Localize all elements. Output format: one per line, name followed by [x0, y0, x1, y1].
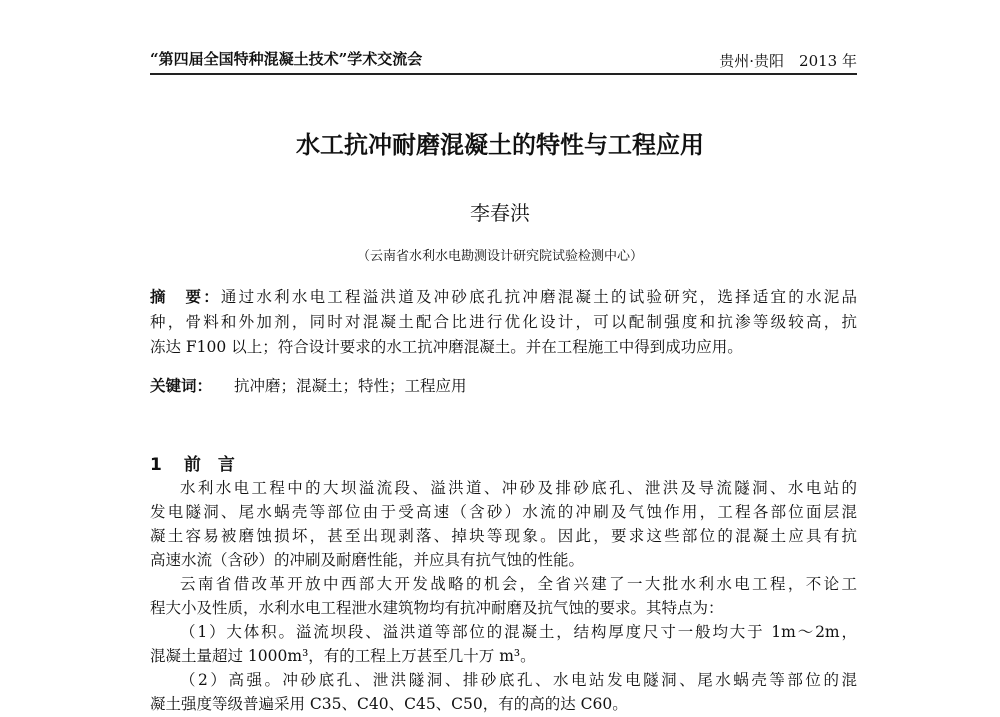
header-divider — [150, 73, 857, 75]
body-line: 水利水电工程中的大坝溢流段、溢洪道、冲砂及排砂底孔、泄洪及导流隧洞、水电站的 — [180, 479, 857, 497]
paper-title: 水工抗冲耐磨混凝土的特性与工程应用 — [296, 131, 704, 159]
abstract-line — [150, 287, 857, 307]
keywords-line — [150, 376, 857, 396]
keywords-label: 关键词： — [150, 377, 213, 395]
section-number: 1 — [150, 455, 162, 475]
author-name: 李春洪 — [470, 201, 530, 225]
body-line: （2）高强。冲砂底孔、泄洪隧洞、排砂底孔、水电站发电隧洞、尾水蜗壳等部位的混 — [180, 671, 857, 689]
body-line: 发电隧洞、尾水蜗壳等部位由于受高速（含砂）水流的冲刷及气蚀作用，工程各部位面层混 — [150, 503, 857, 521]
abstract-line: 冻达 F100 以上；符合设计要求的水工抗冲磨混凝土。并在工程施工中得到成功应用。 — [150, 338, 743, 356]
body-line: 程大小及性质，水利水电工程泄水建筑物均有抗冲耐磨及抗气蚀的要求。其特点为： — [150, 599, 724, 617]
body-line: 凝土容易被磨蚀损坏，甚至出现剥落、掉块等现象。因此，要求这些部位的混凝土应具有抗 — [150, 527, 857, 545]
section-heading — [150, 450, 235, 475]
body-line: （1）大体积。溢流坝段、溢洪道等部位的混凝土，结构厚度尺寸一般均大于 1m～2m， — [180, 623, 857, 641]
location-year-header: 贵州·贵阳 2013 年 — [719, 52, 857, 70]
body-line: 云南省借改革开放中西部大开发战略的机会，全省兴建了一大批水利水电工程，不论工 — [180, 575, 857, 593]
abstract-line: 种，骨料和外加剂，同时对混凝土配合比进行优化设计，可以配制强度和抗渗等级较高，抗 — [150, 313, 857, 331]
body-line: 混凝土量超过 1000m³，有的工程上万甚至几十万 m³。 — [150, 647, 536, 665]
author-affiliation: （云南省水利水电勘测设计研究院试验检测中心） — [356, 249, 643, 264]
body-line: 高速水流（含砂）的冲刷及耐磨性能，并应具有抗气蚀的性能。 — [150, 551, 585, 569]
keywords-text: 抗冲磨；混凝土；特性；工程应用 — [234, 377, 467, 395]
section-title: 前 言 — [183, 455, 235, 475]
body-line: 凝土强度等级普遍采用 C35、C40、C45、C50，有的高的达 C60。 — [150, 695, 628, 713]
conference-header: “第四届全国特种混凝土技术”学术交流会 — [150, 50, 423, 68]
abstract-label: 摘 要： — [150, 288, 221, 306]
abstract-text: 通过水利水电工程溢洪道及冲砂底孔抗冲磨混凝土的试验研究，选择适宜的水泥品 — [220, 288, 857, 306]
